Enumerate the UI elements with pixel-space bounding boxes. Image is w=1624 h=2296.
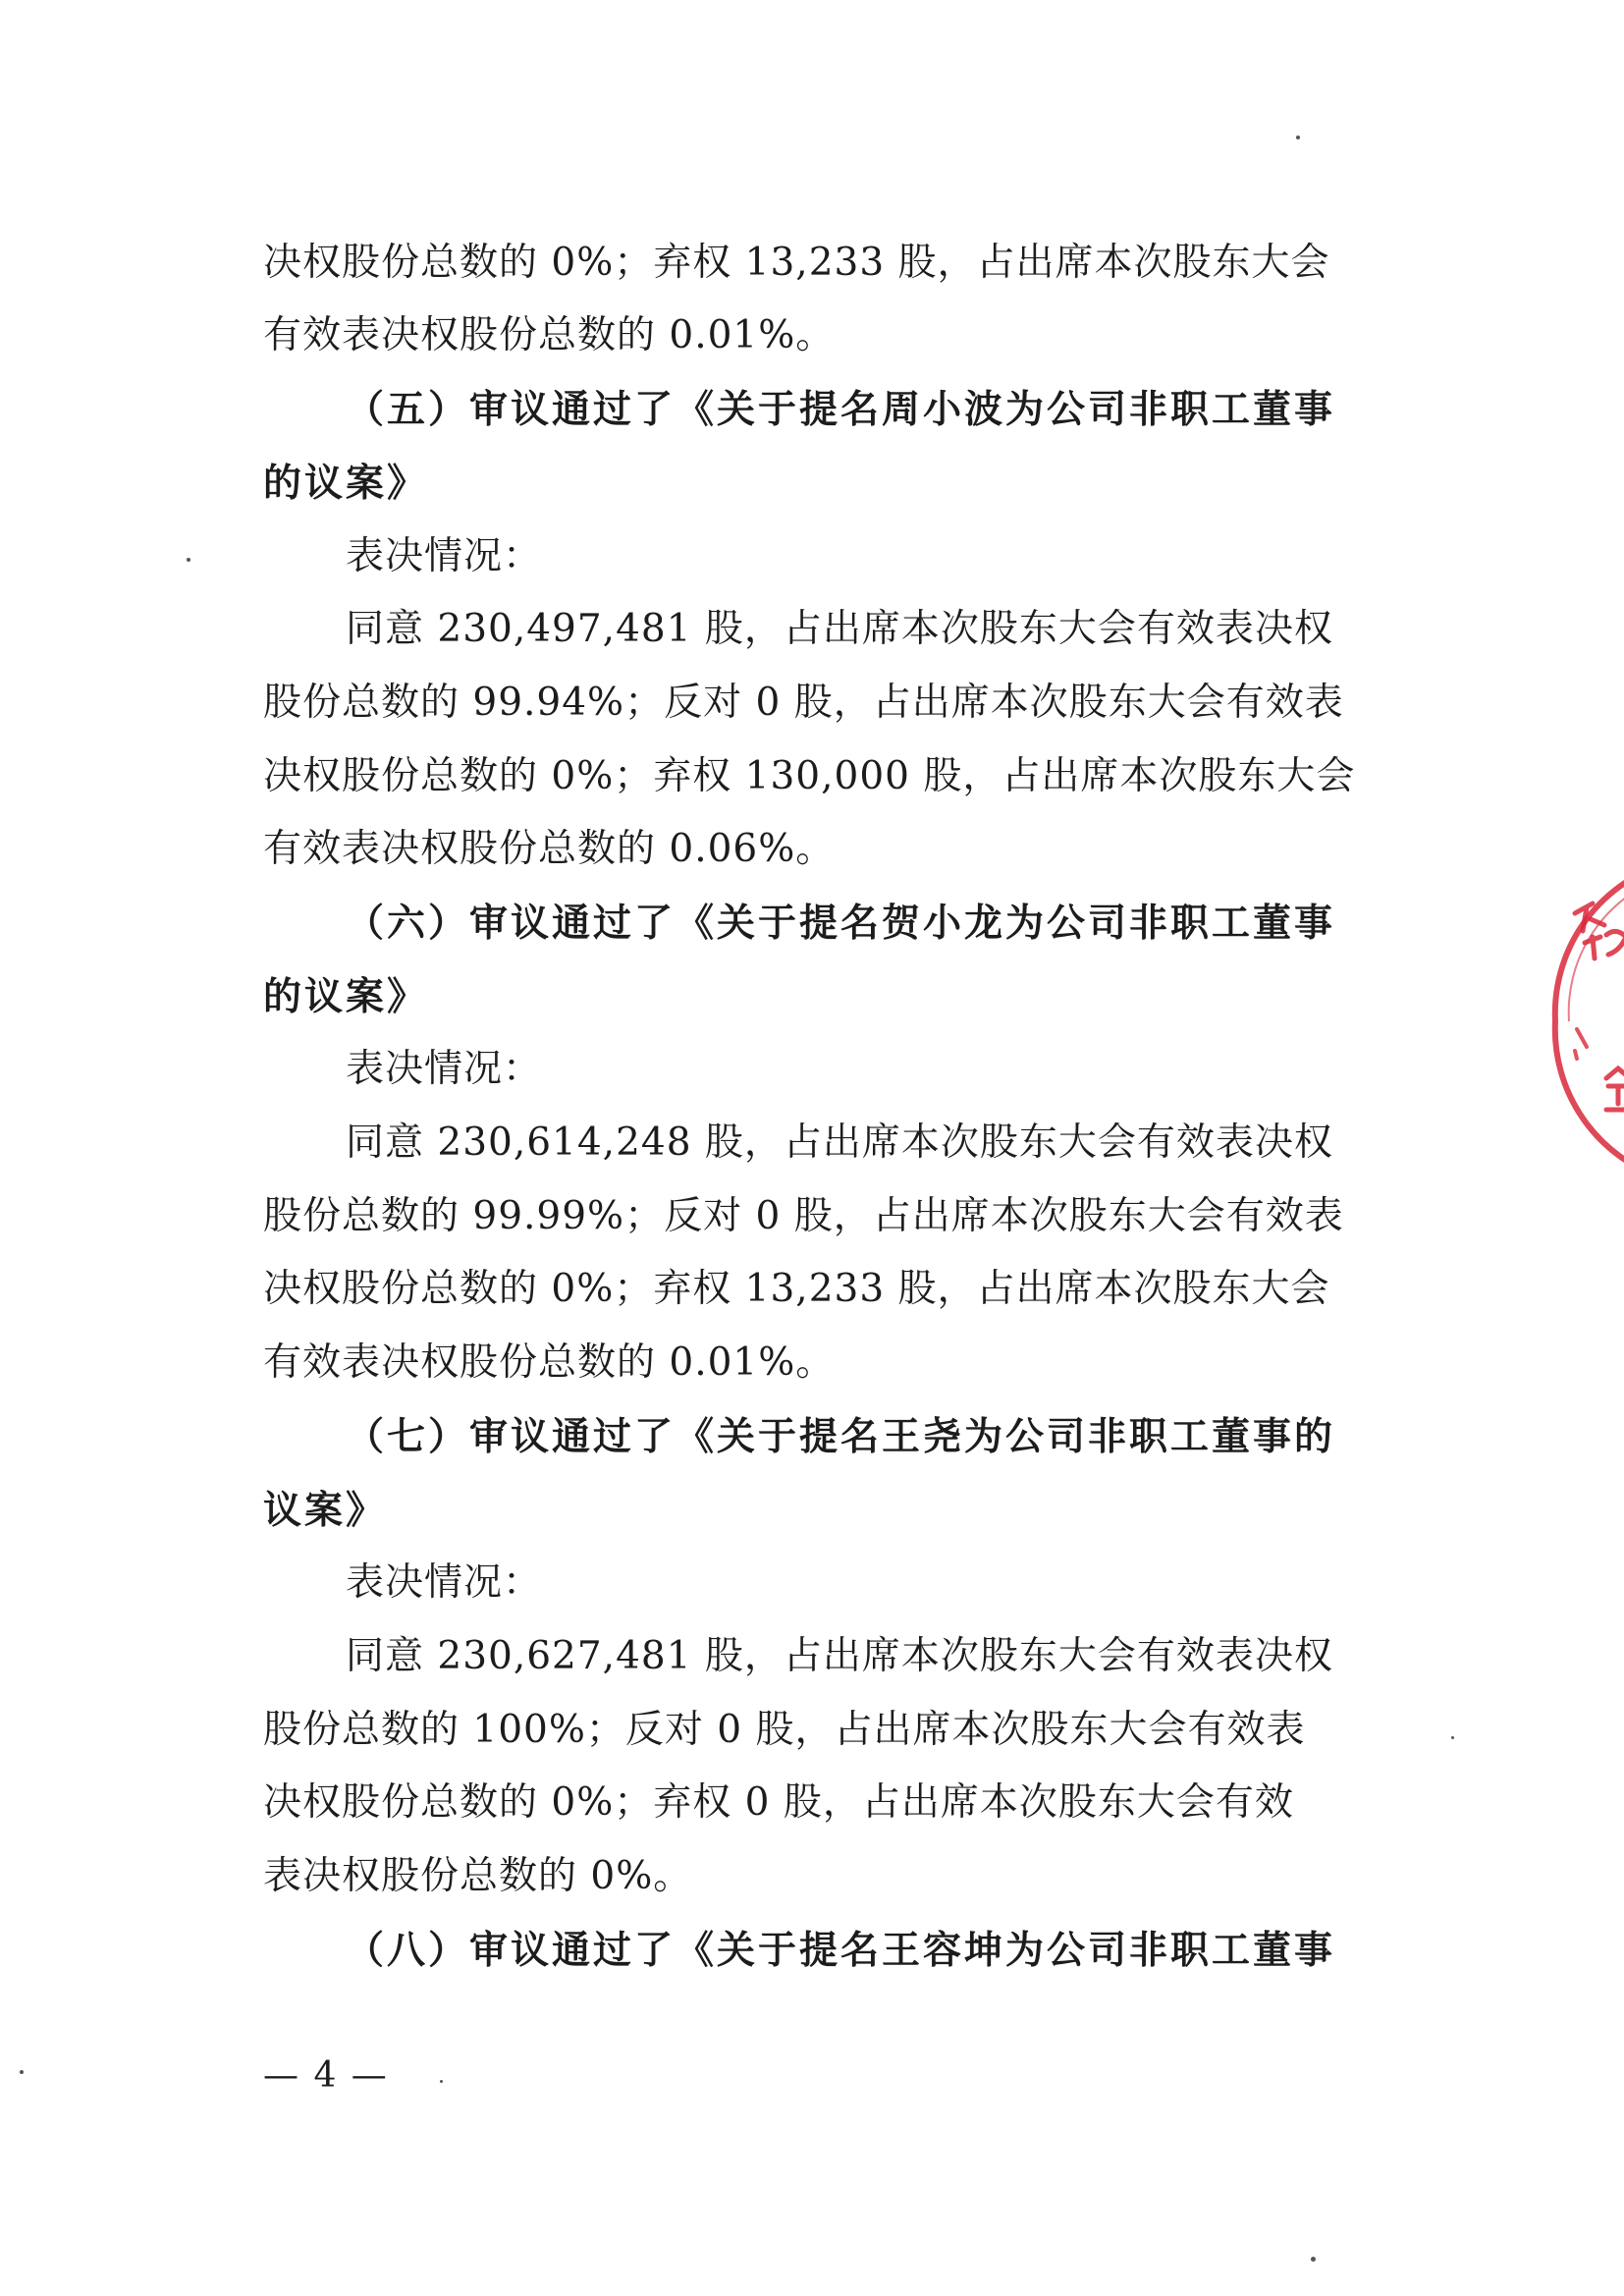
- scan-speck: [1451, 1736, 1454, 1739]
- seal-stamp-icon: [1545, 845, 1624, 1198]
- text-line: 决权股份总数的 0%；弃权 130,000 股，占出席本次股东大会: [263, 754, 1356, 798]
- scan-speck: [20, 2070, 24, 2074]
- text-line: 有效表决权股份总数的 0.01%。: [263, 313, 836, 357]
- vote-label: 表决情况：: [346, 1047, 543, 1091]
- seal-mark: [1606, 1068, 1624, 1110]
- text-line: 同意 230,614,248 股，占出席本次股东大会有效表决权: [346, 1121, 1333, 1165]
- section-heading: （八）审议通过了《关于提名王容坤为公司非职工董事: [346, 1928, 1336, 1973]
- scan-speck: [187, 558, 190, 562]
- text-line: 表决权股份总数的 0%。: [263, 1854, 693, 1898]
- text-line: 有效表决权股份总数的 0.06%。: [263, 827, 836, 871]
- vote-label: 表决情况：: [346, 534, 543, 578]
- text-line: 股份总数的 99.99%；反对 0 股，占出席本次股东大会有效表: [263, 1194, 1344, 1238]
- text-line: 决权股份总数的 0%；弃权 13,233 股，占出席本次股东大会: [263, 241, 1330, 285]
- seal-mark: [1606, 931, 1624, 955]
- scan-speck: [1296, 136, 1300, 139]
- section-heading-continuation: 的议案》: [263, 461, 429, 506]
- text-line: 决权股份总数的 0%；弃权 0 股，占出席本次股东大会有效: [263, 1780, 1294, 1825]
- text-line: 股份总数的 100%；反对 0 股，占出席本次股东大会有效表: [263, 1708, 1306, 1752]
- text-line: 同意 230,497,481 股，占出席本次股东大会有效表决权: [346, 607, 1333, 651]
- section-heading: （六）审议通过了《关于提名贺小龙为公司非职工董事: [346, 901, 1336, 946]
- section-heading: （五）审议通过了《关于提名周小波为公司非职工董事: [346, 387, 1336, 432]
- seal-mark: [1575, 1029, 1587, 1059]
- section-heading-continuation: 的议案》: [263, 974, 429, 1019]
- vote-label: 表决情况：: [346, 1560, 543, 1605]
- section-heading-continuation: 议案》: [263, 1488, 388, 1533]
- scan-speck: [1311, 2257, 1316, 2262]
- scan-speck: [440, 2080, 443, 2083]
- page-number: — 4 —: [263, 2055, 389, 2096]
- text-line: 决权股份总数的 0%；弃权 13,233 股，占出席本次股东大会: [263, 1267, 1330, 1311]
- seal-ring: [1555, 864, 1624, 1178]
- section-heading: （七）审议通过了《关于提名王尧为公司非职工董事的: [346, 1414, 1336, 1459]
- text-line: 股份总数的 99.94%；反对 0 股，占出席本次股东大会有效表: [263, 681, 1344, 725]
- text-line: 同意 230,627,481 股，占出席本次股东大会有效表决权: [346, 1634, 1333, 1678]
- text-line: 有效表决权股份总数的 0.01%。: [263, 1340, 836, 1385]
